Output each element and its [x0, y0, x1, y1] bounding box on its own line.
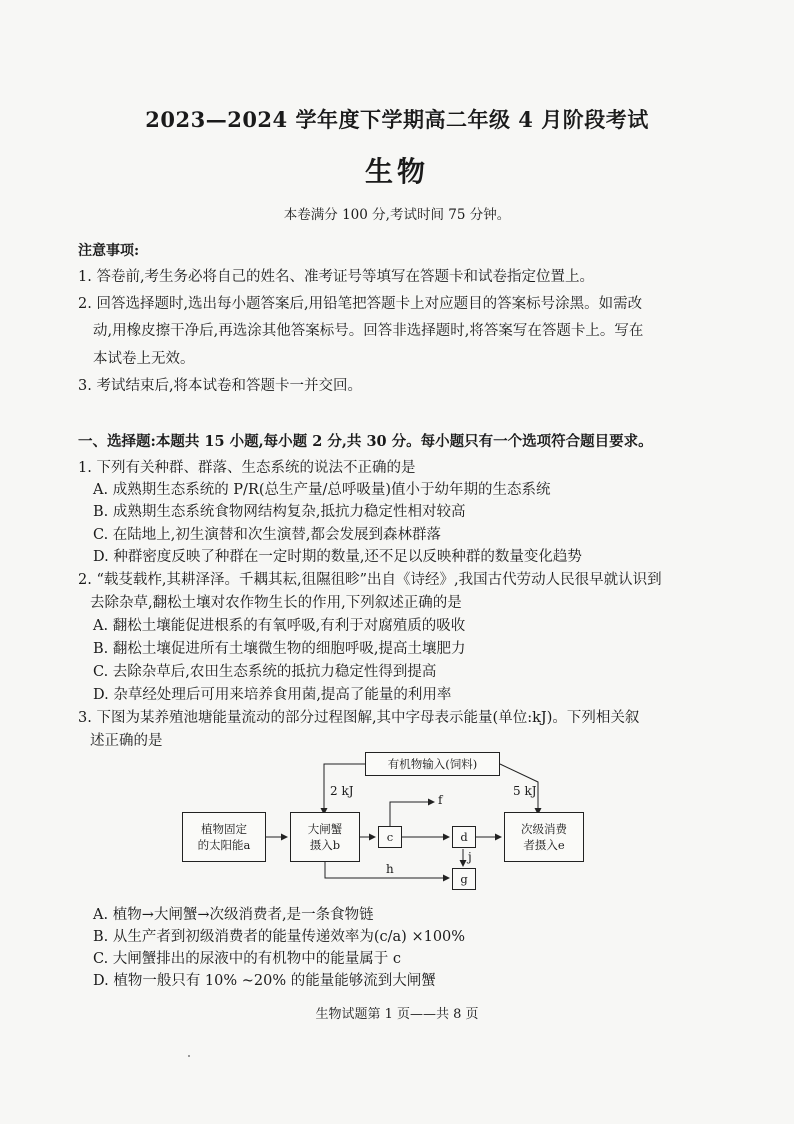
- question-stem: 1. 下列有关种群、群落、生态系统的说法不正确的是: [78, 460, 416, 476]
- note-line: 1. 答卷前,考生务必将自己的姓名、准考证号等填写在答题卡和试卷指定位置上。: [78, 269, 595, 285]
- subject-title: 生物: [364, 155, 429, 188]
- note-line: 3. 考试结束后,将本试卷和答题卡一并交回。: [78, 378, 363, 394]
- option-c: C. 大闸蟹排出的尿液中的有机物中的能量属于 c: [93, 951, 402, 967]
- note-line: 2. 回答选择题时,选出每小题答案后,用铅笔把答题卡上对应题目的答案标号涂黑。如需改: [78, 296, 643, 312]
- label-j: j: [468, 850, 472, 864]
- crab-box-line: 摄入b: [309, 838, 341, 852]
- secondary-box-line: 次级消费: [521, 822, 567, 836]
- option-b: B. 成熟期生态系统食物网结构复杂,抵抗力稳定性相对较高: [93, 504, 466, 520]
- exam-info: 本卷满分 100 分,考试时间 75 分钟。: [283, 207, 511, 223]
- option-c: C. 在陆地上,初生演替和次生演替,都会发展到森林群落: [93, 527, 442, 543]
- feed-input-box: 有机物输入(饲料): [365, 752, 500, 776]
- option-b: B. 从生产者到初级消费者的能量传递效率为(c/a) ×100%: [93, 929, 466, 945]
- question-stem: 3. 下图为某养殖池塘能量流动的部分过程图解,其中字母表示能量(单位:kJ)。下列相关叙: [78, 710, 640, 726]
- node-c: c: [378, 826, 402, 848]
- energy-flow-diagram: [170, 750, 610, 900]
- option-a: A. 成熟期生态系统的 P/R(总生产量/总呼吸量)值小于幼年期的生态系统: [93, 482, 551, 498]
- crab-box-line: 大闸蟹: [307, 822, 343, 836]
- option-a: A. 植物→大闸蟹→次级消费者,是一条食物链: [93, 907, 374, 923]
- note-line: 本试卷上无效。: [93, 351, 195, 367]
- option-d: D. 种群密度反映了种群在一定时期的数量,还不足以反映种群的数量变化趋势: [93, 549, 582, 565]
- question-stem: 2. “载芟载柞,其耕泽泽。千耦其耘,徂隰徂畛”出自《诗经》,我国古代劳动人民很早就认识到: [78, 572, 662, 588]
- option-d: D. 植物一般只有 10% ~20% 的能量能够流到大闸蟹: [93, 973, 436, 989]
- option-d: D. 杂草经处理后可用来培养食用菌,提高了能量的利用率: [93, 687, 452, 703]
- page-footer: 生物试题第 1 页——共 8 页: [315, 1007, 479, 1022]
- exam-title: 2023—2024 学年度下学期高二年级 4 月阶段考试: [145, 107, 649, 132]
- section-heading: 一、选择题:本题共 15 小题,每小题 2 分,共 30 分。每小题只有一个选项符合题目要求。: [78, 433, 653, 450]
- label-h: h: [386, 862, 394, 876]
- secondary-box-line: 者摄入e: [523, 838, 565, 852]
- option-b: B. 翻松土壤促进所有土壤微生物的细胞呼吸,提高土壤肥力: [93, 641, 466, 657]
- label-2kj: 2 kJ: [330, 784, 354, 798]
- option-c: C. 去除杂草后,农田生态系统的抵抗力稳定性得到提高: [93, 664, 437, 680]
- notes-heading: 注意事项:: [78, 243, 140, 259]
- node-g: g: [452, 868, 476, 890]
- label-f: f: [438, 793, 443, 807]
- plant-box-line: 的太阳能a: [197, 838, 251, 852]
- plant-box-line: 植物固定: [201, 822, 247, 836]
- plant-energy-box: [182, 812, 266, 862]
- node-d: d: [452, 826, 476, 848]
- label-5kj: 5 kJ: [513, 784, 537, 798]
- scan-speck: [188, 1055, 190, 1057]
- option-a: A. 翻松土壤能促进根系的有氧呼吸,有利于对腐殖质的吸收: [93, 618, 466, 634]
- question-stem: 述正确的是: [90, 733, 163, 749]
- note-line: 动,用橡皮擦干净后,再选涂其他答案标号。回答非选择题时,将答案写在答题卡上。写在: [93, 323, 644, 339]
- secondary-consumer-box: [504, 812, 584, 862]
- question-stem: 去除杂草,翻松土壤对农作物生长的作用,下列叙述正确的是: [90, 595, 462, 611]
- crab-intake-box: [290, 812, 360, 862]
